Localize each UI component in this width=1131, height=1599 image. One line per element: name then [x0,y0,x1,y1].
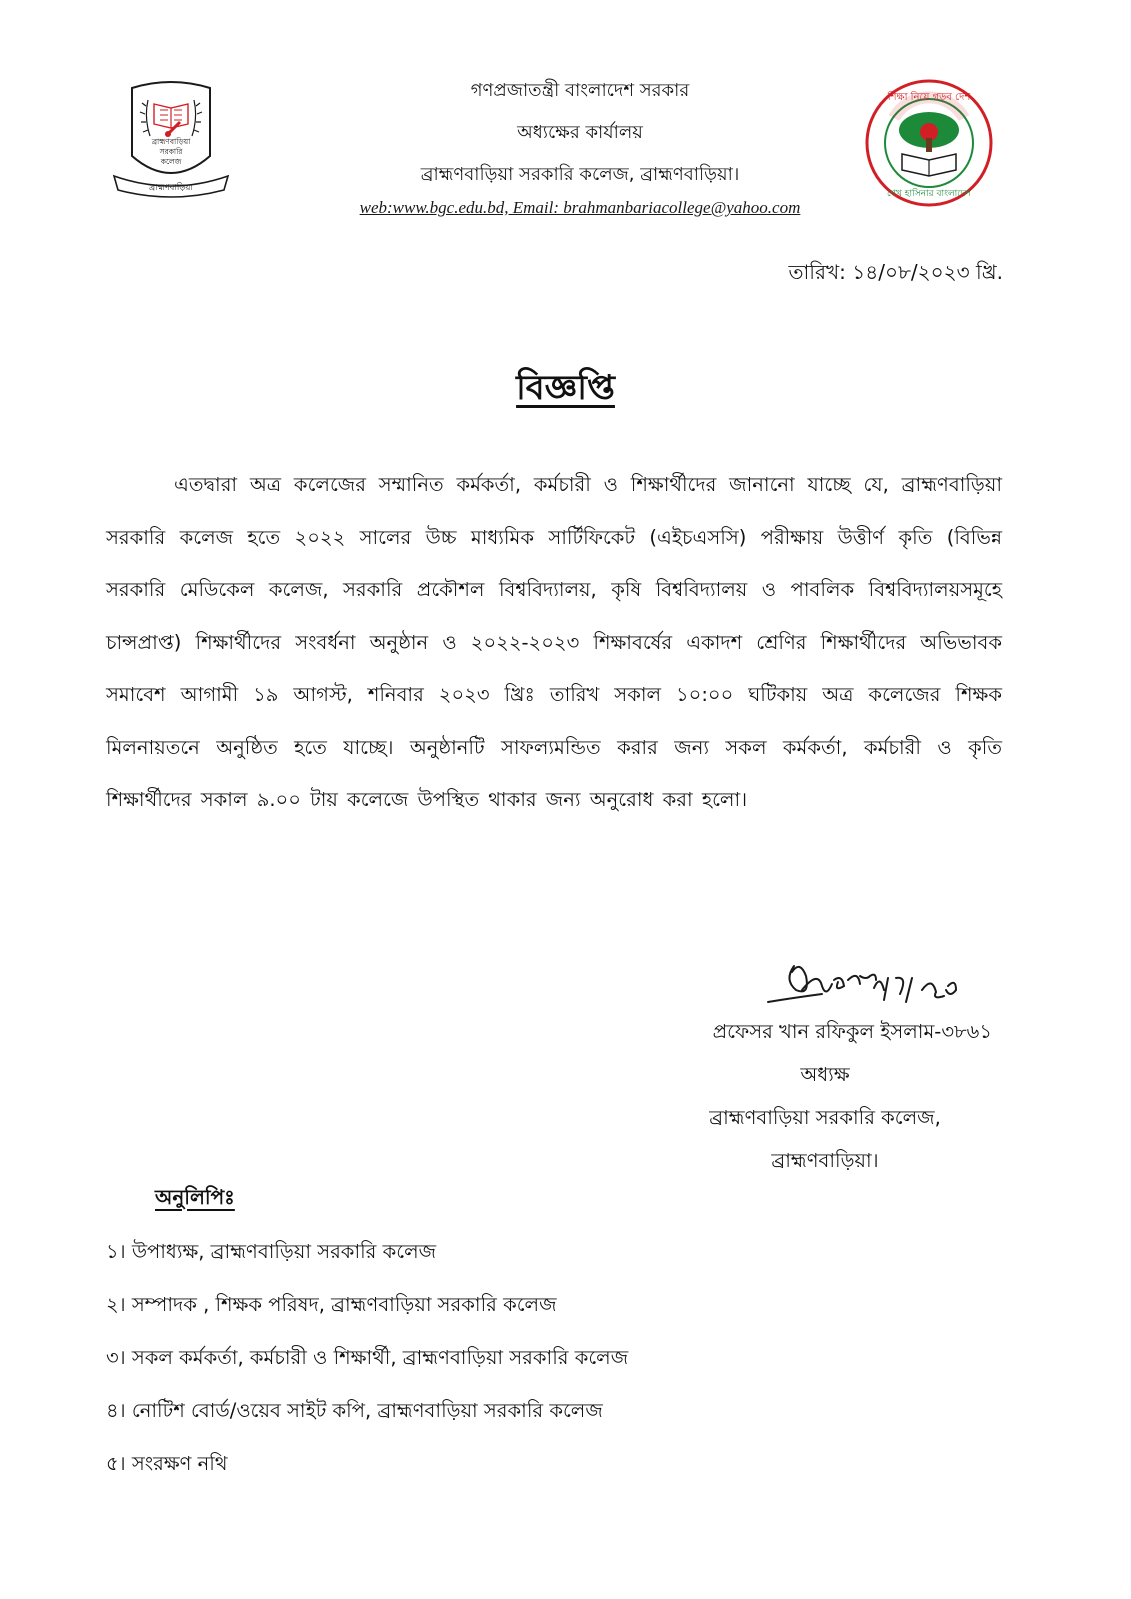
signatory-designation: অধ্যক্ষ [800,1063,850,1086]
svg-text:ব্রাহ্মণবাড়িয়া: ব্রাহ্মণবাড়িয়া [151,137,191,146]
list-item: ৫। সংরক্ষণ নথি [106,1452,228,1475]
notice-title [0,362,1131,419]
copy-list [106,1232,628,1497]
letterhead [280,70,880,220]
notice-title-text: বিজ্ঞপ্তি [516,368,615,408]
svg-text:সরকারি: সরকারি [159,147,183,156]
svg-text:শেখ হাসিনার বাংলাদেশ: শেখ হাসিনার বাংলাদেশ [887,189,971,199]
slogan-logo [856,78,1002,208]
college-logo [110,78,232,204]
svg-text:কলেজ: কলেজ [160,157,182,166]
svg-text:ব্রাহ্মণবাড়িয়া: ব্রাহ্মণবাড়িয়া [149,183,193,193]
signature-block [640,1010,1010,1182]
college-address: ব্রাহ্মণবাড়িয়া সরকারি কলেজ, ব্রাহ্মণবাড়িয়া। [420,164,740,185]
office-name: অধ্যক্ষের কার্যালয় [517,122,643,143]
web-email-link[interactable]: web:www.bgc.edu.bd, Email: brahmanbariacollege@yahoo.com [359,198,801,217]
signatory-place: ব্রাহ্মণবাড়িয়া। [771,1149,879,1172]
svg-text:শিক্ষা নিয়ে গড়ব দেশ: শিক্ষা নিয়ে গড়ব দেশ [887,92,971,103]
signatory-institution: ব্রাহ্মণবাড়িয়া সরকারি কলেজ, [709,1106,941,1129]
list-item: ১। উপাধ্যক্ষ, ব্রাহ্মণবাড়িয়া সরকারি কলেজ [106,1240,437,1263]
copy-list-title: অনুলিপিঃ [155,1185,235,1209]
list-item: ২। সম্পাদক , শিক্ষক পরিষদ, ব্রাহ্মণবাড়িয়া সরকারি কলেজ [106,1293,557,1316]
notice-date: তারিখ: ১৪/০৮/২০২৩ খ্রি. [788,260,1003,284]
notice-body: এতদ্বারা অত্র কলেজের সম্মানিত কর্মকর্তা, কর্মচারী ও শিক্ষার্থীদের জানানো যাচ্ছে যে, ব্রাহ্মণবাড়িয়া সরকারি কলেজ হতে ২০২২ সালের উচ্চ মাধ্যমিক সার্টিফিকেট (এইচএসসি) পরীক্ষায় উত্তীর্ণ কৃতি (বিভিন্ন সরকারি মেডিকেল কলেজ, সরকারি প্রকৌশল বিশ্ববিদ্যালয়, কৃষি বিশ্ববিদ্যালয় ও পাবলিক বিশ্ববিদ্যালয়সমূহে চান্সপ্রাপ্ত) শিক্ষার্থীদের সংবর্ধনা অনুষ্ঠান ও ২০২২-২০২৩ শিক্ষাবর্ষের একাদশ শ্রেণির শিক্ষার্থীদের অভিভাবক সমাবেশ আগামী ১৯ আগস্ট, শনিবার ২০২৩ খ্রিঃ তারিখ সকাল ১০:০০ ঘটিকায় অত্র কলেজের শিক্ষক মিলনায়তনে অনুষ্ঠিত হতে যাচ্ছে। অনুষ্ঠানটি সাফল্যমন্ডিত করার জন্য সকল কর্মকর্তা, কর্মচারী ও কৃতি শিক্ষার্থীদের সকাল ৯.০০ টায় কলেজে উপস্থিত থাকার জন্য অনুরোধ করা হলো। [106,473,1002,811]
list-item: ৪। নোটিশ বোর্ড/ওয়েব সাইট কপি, ব্রাহ্মণবাড়িয়া সরকারি কলেজ [106,1399,603,1422]
government-name: গণপ্রজাতন্ত্রী বাংলাদেশ সরকার [470,80,690,101]
signatory-name: প্রফেসর খান রফিকুল ইসলাম-৩৮৬১ [712,1020,992,1043]
list-item: ৩। সকল কর্মকর্তা, কর্মচারী ও শিক্ষার্থী, ব্রাহ্মণবাড়িয়া সরকারি কলেজ [106,1346,629,1369]
